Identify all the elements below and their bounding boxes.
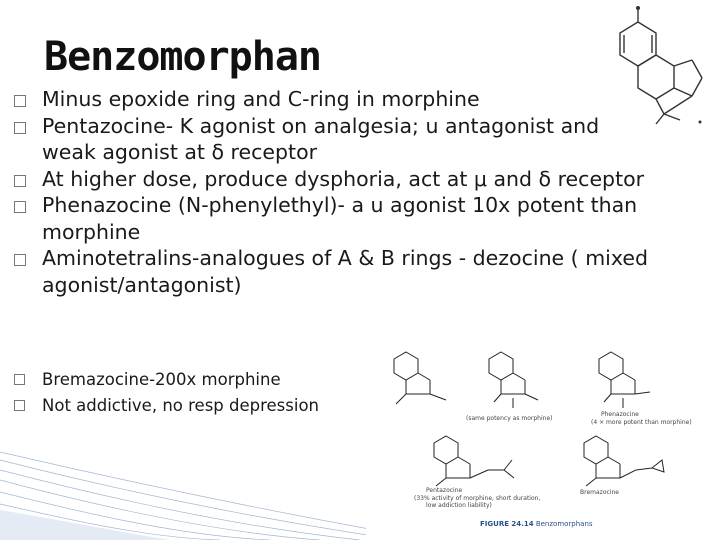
pentazocine-note-2: low addiction liability) [426,502,492,509]
bullet-box-icon [14,400,25,411]
bullet-text: Aminotetralins-analogues of A & B rings - dezocine ( mixed agonist/antagonist) [42,246,648,297]
phenazocine-name: Phenazocine [601,411,639,418]
benzomorphans-figure [366,340,716,540]
sub-bullet-item [14,393,374,419]
bullet-item [14,113,654,166]
bullet-item [14,245,654,298]
figure-caption [480,520,593,528]
pentazocine-note-1: (33% activity of morphine, short duration, [414,495,541,502]
bullet-text: At higher dose, produce dysphoria, act at μ and δ receptor [42,166,645,191]
bullet-box-icon [14,122,26,134]
pentazocine-name: Pentazocine [426,487,463,494]
bullet-box-icon [14,201,26,213]
bremazocine-name: Bremazocine [580,489,619,496]
page-title: Benzomorphan [44,34,321,80]
figure-caption-label: FIGURE 24.14 [480,520,534,528]
sub-bullet-text: Bremazocine-200x morphine [42,370,281,389]
bullet-box-icon [14,254,26,266]
bullet-item [14,166,654,193]
bullet-box-icon [14,175,26,187]
phenazocine-note: (4 × more potent than morphine) [591,419,692,426]
bullet-item [14,86,654,113]
bullet-text: Pentazocine- K agonist on analgesia; u antagonist and weak agonist at δ receptor [42,113,600,164]
bullet-box-icon [14,95,26,107]
bullet-list [14,86,654,298]
bullet-text: Phenazocine (N-phenylethyl)- a u agonist 10x potent than morphine [42,193,638,244]
sub-bullet-list [14,367,374,419]
bullet-box-icon [14,374,25,385]
sub-bullet-item [14,367,374,393]
sub-bullet-text: Not addictive, no resp depression [42,396,320,415]
bullet-text: Minus epoxide ring and C-ring in morphine [42,87,480,111]
figure-caption-text: Benzomorphans [535,520,593,528]
bullet-item [14,192,654,245]
generic-note: (same potency as morphine) [466,415,553,422]
